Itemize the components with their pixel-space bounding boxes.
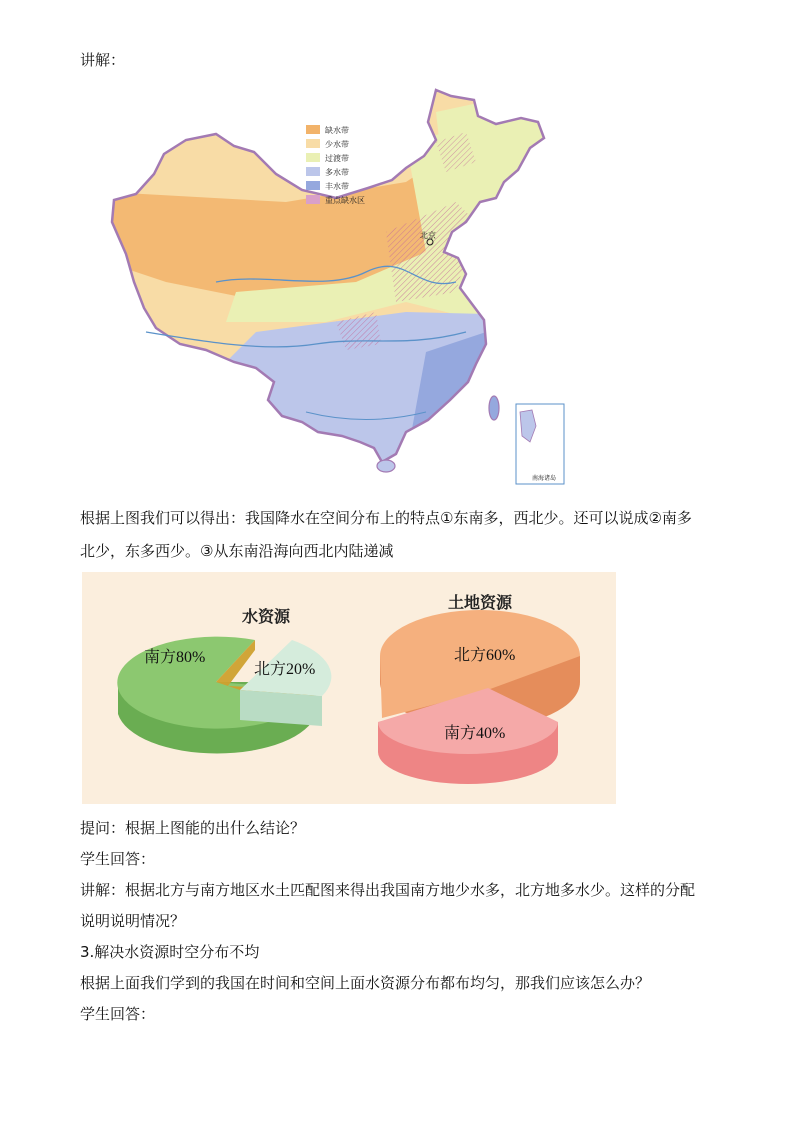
legend-label: 重点缺水区 xyxy=(325,196,365,205)
beijing-label: 北京 xyxy=(420,231,436,240)
explain-line-2a: 讲解：根据北方与南方地区水土匹配图来得出我国南方地少水多，北方地多水少。这样的分配 xyxy=(80,881,696,899)
legend-label: 过渡带 xyxy=(325,154,349,163)
conclusion-line-1: 根据上图我们可以得出：我国降水在空间分布上的特点①东南多，西北少。还可以说成②南多 xyxy=(80,509,692,527)
land-north-label: 北方60% xyxy=(454,647,516,664)
question-line: 提问：根据上图能的出什么结论？ xyxy=(80,819,306,837)
legend-label: 少水带 xyxy=(325,140,349,149)
water-pie xyxy=(117,607,331,754)
legend-label: 多水带 xyxy=(325,168,349,177)
water-north-label: 北方20% xyxy=(254,661,316,678)
water-south-label: 南方80% xyxy=(144,649,206,666)
water-north-side xyxy=(240,690,322,726)
student-answer-1: 学生回答： xyxy=(80,850,156,868)
legend-label: 缺水带 xyxy=(325,126,349,135)
legend-label: 丰水带 xyxy=(325,182,349,191)
inset-label: 南海诸岛 xyxy=(532,475,557,482)
land-south-label: 南方40% xyxy=(444,725,506,742)
student-answer-2: 学生回答： xyxy=(80,1005,156,1023)
water-land-pie-figure xyxy=(82,572,616,804)
water-title: 水资源 xyxy=(242,609,291,626)
precipitation-map xyxy=(106,82,576,492)
south-sea-inset xyxy=(516,404,564,484)
conclusion-line-2: 北少，东多西少。③从东南沿海向西北内陆递减 xyxy=(80,542,394,560)
land-title: 土地资源 xyxy=(448,595,513,612)
land-pie xyxy=(378,593,580,784)
explain-label: 讲解： xyxy=(80,51,126,69)
prompt-line: 根据上面我们学到的我国在时间和空间上面水资源分布都布均匀，那我们应该怎么办？ xyxy=(80,974,651,992)
section-heading-3: 3.解决水资源时空分布不均 xyxy=(80,943,260,961)
explain-line-2b: 说明说明情况？ xyxy=(80,912,186,930)
